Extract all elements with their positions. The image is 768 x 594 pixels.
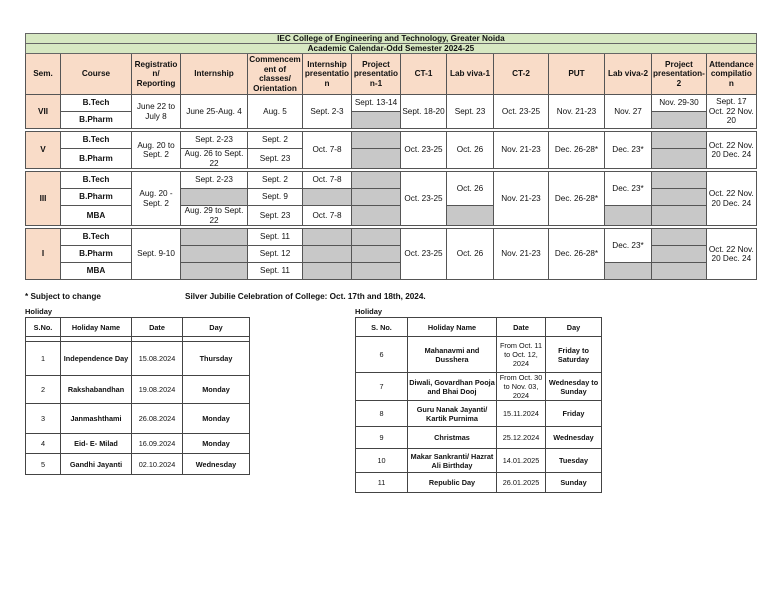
empty-shaded-cell	[181, 246, 248, 263]
col-header: CT-2	[494, 54, 549, 95]
ct1-cell: Sept. 18-20	[401, 95, 447, 129]
holiday-no: 7	[356, 373, 408, 401]
holiday-no: 5	[26, 454, 61, 475]
holiday-date: 02.10.2024	[132, 454, 183, 475]
empty-shaded-cell	[652, 263, 707, 280]
table-row	[356, 449, 602, 473]
lab-viva-1-cell: Oct. 26	[447, 172, 494, 206]
table-row	[26, 434, 250, 454]
commencement-cell: Sept. 11	[248, 229, 303, 246]
internship-cell: Aug. 26 to Sept. 22	[181, 149, 248, 169]
holiday-day: Monday	[183, 434, 250, 454]
commencement-cell: Sept. 12	[248, 246, 303, 263]
table-row	[356, 401, 602, 427]
attendance-cell: Oct. 22 Nov. 20 Dec. 24	[706, 229, 756, 280]
course-cell: MBA	[61, 206, 132, 226]
lab-viva-1-cell: Sept. 23	[447, 95, 494, 129]
holiday-col-header: Holiday Name	[61, 318, 132, 337]
empty-shaded-cell	[652, 246, 707, 263]
col-header: Internship presentatio n	[303, 54, 352, 95]
col-header: Internship	[181, 54, 248, 95]
course-cell: B.Pharm	[61, 189, 132, 206]
ct2-cell: Nov. 21-23	[494, 132, 549, 169]
col-header: CT-1	[401, 54, 447, 95]
holiday-day: Friday to Saturday	[546, 337, 602, 373]
put-cell: Dec. 26-28*	[549, 229, 605, 280]
holiday-date: 19.08.2024	[132, 376, 183, 404]
ct1-cell: Oct. 23-25	[401, 172, 447, 226]
ct1-cell: Oct. 23-25	[401, 132, 447, 169]
holiday-name: Makar Sankranti/ Hazrat Ali Birthday	[408, 449, 497, 473]
table-row	[26, 132, 757, 149]
course-cell: B.Pharm	[61, 246, 132, 263]
holiday-name: Independence Day	[61, 342, 132, 376]
holiday-name: Rakshabandhan	[61, 376, 132, 404]
holiday-name: Gandhi Jayanti	[61, 454, 132, 475]
holiday-day: Wednesday to Sunday	[546, 373, 602, 401]
table-row	[26, 342, 250, 376]
course-cell: B.Tech	[61, 172, 132, 189]
holiday-name: Republic Day	[408, 473, 497, 493]
commencement-cell: Sept. 23	[248, 206, 303, 226]
calendar-header-row	[26, 54, 757, 95]
table-row	[356, 373, 602, 401]
holiday-no: 3	[26, 404, 61, 434]
empty-shaded-cell	[652, 112, 707, 129]
holiday-date: 25.12.2024	[497, 427, 546, 449]
holiday-label-right: Holiday	[355, 307, 383, 316]
table-row	[356, 473, 602, 493]
holiday-day: Thursday	[183, 342, 250, 376]
registration-cell: Aug. 20 to Sept. 2	[132, 132, 181, 169]
empty-shaded-cell	[352, 149, 401, 169]
empty-shaded-cell	[605, 263, 652, 280]
table-row	[26, 172, 757, 189]
holiday-day: Wednesday	[546, 427, 602, 449]
col-header: Registratio n/ Reporting	[132, 54, 181, 95]
internship-cell: Aug. 29 to Sept. 22	[181, 206, 248, 226]
holiday-name: Janmashthami	[61, 404, 132, 434]
empty-shaded-cell	[352, 189, 401, 206]
internship-cell: Sept. 2-23	[181, 172, 248, 189]
semester-cell: I	[26, 229, 61, 280]
holiday-col-header: Date	[132, 318, 183, 337]
empty-shaded-cell	[652, 149, 707, 169]
empty-shaded-cell	[652, 206, 707, 226]
empty-shaded-cell	[352, 229, 401, 246]
holiday-date: 15.08.2024	[132, 342, 183, 376]
course-cell: B.Tech	[61, 95, 132, 112]
col-header: Lab viva-2	[605, 54, 652, 95]
holiday-col-header: Day	[183, 318, 250, 337]
holiday-day: Wednesday	[183, 454, 250, 475]
holiday-name: Mahanavmi and Dusshera	[408, 337, 497, 373]
empty-shaded-cell	[652, 172, 707, 189]
academic-calendar-table	[25, 33, 757, 280]
course-cell: B.Pharm	[61, 112, 132, 129]
lab-viva-2-cell: Dec. 23*	[605, 132, 652, 169]
commencement-cell: Sept. 2	[248, 132, 303, 149]
empty-shaded-cell	[352, 263, 401, 280]
ct2-cell: Oct. 23-25	[494, 95, 549, 129]
holiday-no: 4	[26, 434, 61, 454]
holiday-col-header: Day	[546, 318, 602, 337]
attendance-cell: Sept. 17 Oct. 22 Nov. 20	[706, 95, 756, 129]
calendar-subtitle: Academic Calendar-Odd Semester 2024-25	[26, 44, 757, 54]
holiday-date: From Oct. 11 to Oct. 12, 2024	[497, 337, 546, 373]
subject-to-change-note: * Subject to change	[25, 292, 101, 301]
empty-shaded-cell	[181, 189, 248, 206]
holiday-col-header: Holiday Name	[408, 318, 497, 337]
holiday-name: Christmas	[408, 427, 497, 449]
lab-viva-2-cell: Dec. 23*	[605, 229, 652, 263]
project-presentation-1-cell: Sept. 13-14	[352, 95, 401, 112]
put-cell: Dec. 26-28*	[549, 172, 605, 226]
empty-shaded-cell	[303, 263, 352, 280]
col-header: Project presentatio n-1	[352, 54, 401, 95]
internship-cell: Sept. 2-23	[181, 132, 248, 149]
internship-presentation-cell: Oct. 7-8	[303, 172, 352, 189]
internship-presentation-cell: Oct. 7-8	[303, 132, 352, 169]
holiday-date: 14.01.2025	[497, 449, 546, 473]
holiday-header-row	[26, 318, 250, 337]
table-row	[356, 337, 602, 373]
holiday-date: 15.11.2024	[497, 401, 546, 427]
empty-shaded-cell	[652, 189, 707, 206]
lab-viva-1-cell: Oct. 26	[447, 229, 494, 280]
table-row	[26, 454, 250, 475]
commencement-cell: Sept. 2	[248, 172, 303, 189]
holiday-no: 2	[26, 376, 61, 404]
semester-cell: V	[26, 132, 61, 169]
commencement-cell: Sept. 9	[248, 189, 303, 206]
empty-shaded-cell	[352, 132, 401, 149]
attendance-cell: Oct. 22 Nov. 20 Dec. 24	[706, 132, 756, 169]
holiday-date: From Oct. 30 to Nov. 03, 2024	[497, 373, 546, 401]
registration-cell: Sept. 9-10	[132, 229, 181, 280]
lab-viva-2-cell: Dec. 23*	[605, 172, 652, 206]
empty-shaded-cell	[447, 206, 494, 226]
put-cell: Nov. 21-23	[549, 95, 605, 129]
holiday-no: 11	[356, 473, 408, 493]
lab-viva-2-cell: Nov. 27	[605, 95, 652, 129]
project-presentation-2-cell: Nov. 29-30	[652, 95, 707, 112]
course-cell: MBA	[61, 263, 132, 280]
holiday-name: Diwali, Govardhan Pooja and Bhai Dooj	[408, 373, 497, 401]
commencement-cell: Aug. 5	[248, 95, 303, 129]
semester-cell: III	[26, 172, 61, 226]
holiday-no: 6	[356, 337, 408, 373]
silver-jubilee-note: Silver Jubilie Celebration of College: Oct. 17th and 18th, 2024.	[185, 292, 426, 301]
empty-shaded-cell	[652, 229, 707, 246]
holiday-col-header: Date	[497, 318, 546, 337]
calendar-title: IEC College of Engineering and Technology, Greater Noida	[26, 34, 757, 44]
col-header: Project presentation- 2	[652, 54, 707, 95]
holiday-col-header: S.No.	[26, 318, 61, 337]
holiday-date: 26.08.2024	[132, 404, 183, 434]
lab-viva-1-cell: Oct. 26	[447, 132, 494, 169]
holiday-label-left: Holiday	[25, 307, 53, 316]
empty-shaded-cell	[303, 246, 352, 263]
col-header: PUT	[549, 54, 605, 95]
holiday-name: Eid- E- Milad	[61, 434, 132, 454]
commencement-cell: Sept. 11	[248, 263, 303, 280]
holiday-header-row	[356, 318, 602, 337]
empty-shaded-cell	[652, 132, 707, 149]
empty-shaded-cell	[605, 206, 652, 226]
holiday-date: 16.09.2024	[132, 434, 183, 454]
table-row	[26, 229, 757, 246]
holiday-table-right	[355, 317, 602, 493]
col-header: Course	[61, 54, 132, 95]
registration-cell: Aug. 20 - Sept. 2	[132, 172, 181, 226]
holiday-day: Monday	[183, 404, 250, 434]
ct2-cell: Nov. 21-23	[494, 172, 549, 226]
ct1-cell: Oct. 23-25	[401, 229, 447, 280]
registration-cell: June 22 to July 8	[132, 95, 181, 129]
empty-shaded-cell	[352, 246, 401, 263]
table-row	[26, 376, 250, 404]
col-header: Sem.	[26, 54, 61, 95]
empty-shaded-cell	[303, 189, 352, 206]
put-cell: Dec. 26-28*	[549, 132, 605, 169]
holiday-no: 10	[356, 449, 408, 473]
holiday-day: Friday	[546, 401, 602, 427]
empty-shaded-cell	[181, 229, 248, 246]
col-header: Commencem ent of classes/ Orientation	[249, 55, 301, 93]
course-cell: B.Pharm	[61, 149, 132, 169]
table-row	[26, 95, 757, 112]
course-cell: B.Tech	[61, 132, 132, 149]
empty-shaded-cell	[352, 206, 401, 226]
semester-cell: VII	[26, 95, 61, 129]
empty-shaded-cell	[352, 112, 401, 129]
attendance-cell: Oct. 22 Nov. 20 Dec. 24	[706, 172, 756, 226]
holiday-day: Sunday	[546, 473, 602, 493]
holiday-day: Monday	[183, 376, 250, 404]
holiday-name: Guru Nanak Jayanti/ Kartik Purnima	[408, 401, 497, 427]
holiday-date: 26.01.2025	[497, 473, 546, 493]
holiday-no: 9	[356, 427, 408, 449]
holiday-no: 8	[356, 401, 408, 427]
internship-presentation-cell: Oct. 7-8	[303, 206, 352, 226]
col-header: Lab viva-1	[447, 54, 494, 95]
holiday-day: Tuesday	[546, 449, 602, 473]
table-row	[356, 427, 602, 449]
holiday-no: 1	[26, 342, 61, 376]
holiday-table-left	[25, 317, 250, 475]
col-header: Attendance compilatio n	[706, 54, 756, 95]
internship-cell: June 25-Aug. 4	[181, 95, 248, 129]
ct2-cell: Nov. 21-23	[494, 229, 549, 280]
commencement-cell: Sept. 23	[248, 149, 303, 169]
empty-shaded-cell	[352, 172, 401, 189]
holiday-col-header: S. No.	[356, 318, 408, 337]
course-cell: B.Tech	[61, 229, 132, 246]
empty-shaded-cell	[181, 263, 248, 280]
table-row	[26, 404, 250, 434]
empty-shaded-cell	[303, 229, 352, 246]
internship-presentation-cell: Sept. 2-3	[303, 95, 352, 129]
